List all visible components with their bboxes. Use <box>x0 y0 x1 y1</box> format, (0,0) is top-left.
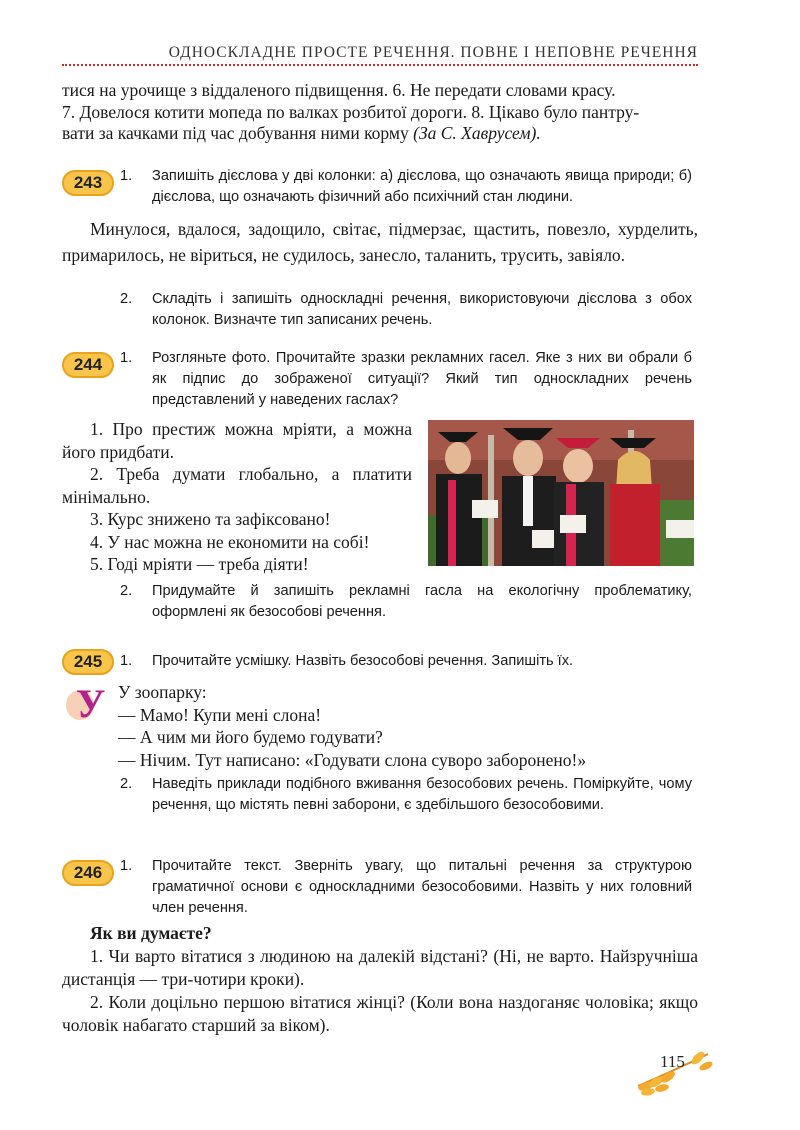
joke-line-3: — А чим ми його будемо годувати? <box>118 727 383 747</box>
smile-letter-icon: У <box>76 681 106 726</box>
ex243-task1-number: 1. <box>120 168 133 184</box>
ex244-task1-number: 1. <box>120 350 133 366</box>
ex245-joke <box>118 681 678 771</box>
ex243-task1: Запишіть дієслова у дві колонки: а) дієслова, що означають явища природи; б) дієслова, що означають фізичний або психічний стан людини. <box>152 168 692 205</box>
slogan-3: 3. Курс знижено та зафіксовано! <box>90 509 331 529</box>
intro-line-2: 7. Довелося котити мопеда по валках розбитої дороги. 8. Цікаво було пантру- <box>62 101 640 122</box>
exercise-number-245: 245 <box>62 649 114 675</box>
ex246-task1-number: 1. <box>120 858 133 874</box>
intro-paragraph <box>62 80 698 145</box>
ex244-task2-number: 2. <box>120 583 133 599</box>
exercise-number-243: 243 <box>62 170 114 196</box>
ex244-task2: Придумайте й запишіть рекламні гасла на екологічну проблематику, оформлені як безособові речення. <box>152 583 692 620</box>
ex245-task2-number: 2. <box>120 776 133 792</box>
intro-line-3-text: вати за качками під час добування ними корму <box>62 123 409 143</box>
ex244-task1: Розгляньте фото. Прочитайте зразки рекламних гасел. Яке з них ви обрали б як підпис до зображеної ситуації? Який тип односкладних речень представлений у наведених гаслах? <box>152 350 692 408</box>
graduates-photo <box>428 420 694 566</box>
ex244-slogans <box>62 418 412 576</box>
joke-line-1: У зоопарку: <box>118 682 207 702</box>
ex246-paragraph-1: 1. Чи варто вітатися з людиною на далекій відстані? (Ні, не варто. Найзручніша дистанція — три-чотири кроки). <box>62 946 698 989</box>
ex246-heading: Як ви думаєте? <box>90 923 212 943</box>
ex246-paragraph-2: 2. Коли доцільно першою вітатися жінці? (Коли вона наздоганяє чоловіка; якщо чоловік набагато старший за віком). <box>62 992 698 1035</box>
slogan-2: 2. Треба думати глобально, а платити мінімально. <box>62 464 412 507</box>
intro-line-3 <box>62 123 698 145</box>
page-number: 115 <box>660 1052 685 1071</box>
ex245-task2: Наведіть приклади подібного вживання безособових речень. Поміркуйте, чому речення, що містять певні заборони, є здебільшого безособовими. <box>152 776 692 813</box>
ex243-words: Минулося, вдалося, задощило, світає, підмерзає, щастить, повезло, хурделить, примарилось, не віриться, не судилось, занесло, таланить, трусить, завіяло. <box>62 219 698 265</box>
intro-line-1: тися на урочище з віддаленого підвищення. 6. Не передати словами красу. <box>62 80 616 100</box>
ex245-task1-number: 1. <box>120 653 133 669</box>
exercise-number-246: 246 <box>62 860 114 886</box>
slogan-1: 1. Про престиж можна мріяти, а можна його придбати. <box>62 419 412 462</box>
header-divider <box>62 64 698 66</box>
slogan-5: 5. Годі мріяти — треба діяти! <box>90 554 309 574</box>
joke-line-4: — Нічим. Тут написано: «Годувати слона суворо заборонено!» <box>118 749 587 770</box>
ex243-task2: Складіть і запишіть односкладні речення, використовуючи дієслова з обох колонок. Визначте тип записаних речень. <box>152 291 692 328</box>
ex245-task1: Прочитайте усмішку. Назвіть безособові речення. Запишіть їх. <box>152 653 574 669</box>
joke-line-2: — Мамо! Купи мені слона! <box>118 704 322 725</box>
intro-source: (За С. Хаврусем). <box>413 123 541 143</box>
ex243-task2-number: 2. <box>120 291 133 307</box>
ex246-text <box>62 922 698 1037</box>
ex246-task1: Прочитайте текст. Зверніть увагу, що питальні речення за структурою граматичної основи є односкладними безособовими. Назвіть у них головний член речення. <box>152 858 692 916</box>
slogan-4: 4. У нас можна не економити на собі! <box>90 531 370 552</box>
running-header: ОДНОСКЛАДНЕ ПРОСТЕ РЕЧЕННЯ. ПОВНЕ І НЕПОВНЕ РЕЧЕННЯ <box>168 44 698 61</box>
exercise-number-244: 244 <box>62 352 114 378</box>
